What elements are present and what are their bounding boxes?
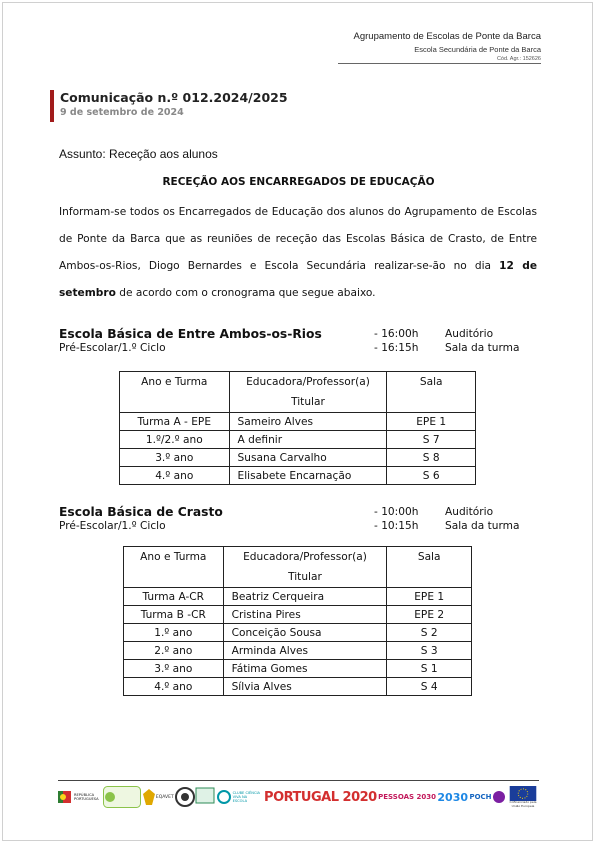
class-cell: Turma A-CR — [124, 588, 224, 606]
schedule-time: - 16:15h — [374, 342, 419, 354]
schedule-table — [123, 546, 472, 696]
room-cell: EPE 1 — [387, 588, 472, 606]
teacher-cell: Susana Carvalho — [229, 449, 387, 467]
class-cell: Turma A - EPE — [120, 413, 230, 431]
header-divider — [338, 63, 541, 64]
communication-date: 9 de setembro de 2024 — [60, 107, 184, 118]
subject-line: Assunto: Receção aos alunos — [59, 147, 218, 161]
communication-block — [50, 90, 288, 122]
portugal-2020-logo: PORTUGAL 2020 — [264, 789, 377, 805]
schedule-place: Auditório — [445, 506, 494, 518]
column-header: Ano e Turma — [124, 547, 224, 588]
eu-flag-logo: Cofinanciado pela União Europeia — [507, 786, 539, 808]
table-row — [124, 588, 472, 606]
teacher-cell: Sílvia Alves — [223, 678, 387, 696]
room-cell: S 8 — [387, 449, 476, 467]
table-row — [124, 678, 472, 696]
class-cell: 2.º ano — [124, 642, 224, 660]
room-cell: EPE 2 — [387, 606, 472, 624]
pessoas-2030-logo: PESSOAS 2030 — [378, 793, 436, 801]
table-row — [124, 606, 472, 624]
footer-divider — [58, 780, 539, 781]
body-text-after: de acordo com o cronograma que segue abaixo. — [115, 287, 376, 299]
teacher-cell: Sameiro Alves — [229, 413, 387, 431]
room-cell: S 3 — [387, 642, 472, 660]
room-cell: EPE 1 — [387, 413, 476, 431]
column-header: Educadora/Professor(a) Titular — [223, 547, 387, 588]
escola-saudavel-logo — [103, 786, 141, 808]
teacher-cell: Elisabete Encarnação — [229, 467, 387, 485]
school-level: Pré-Escolar/1.º Ciclo — [59, 520, 166, 532]
schedule-place: Sala da turma — [445, 342, 520, 354]
class-cell: Turma B -CR — [124, 606, 224, 624]
org-code: Cód. Agr.: 152626 — [496, 56, 541, 62]
teacher-cell: Fátima Gomes — [223, 660, 387, 678]
column-header: Ano e Turma — [120, 372, 230, 413]
room-cell: S 2 — [387, 624, 472, 642]
poch-logo: POCH — [469, 786, 505, 808]
table-header-row — [124, 547, 472, 588]
table-row — [124, 642, 472, 660]
communication-title: Comunicação n.º 012.2024/2025 — [60, 90, 288, 105]
table-row — [124, 624, 472, 642]
eqavet-logo: EQAVET — [143, 786, 174, 808]
letterhead — [354, 31, 541, 62]
teacher-cell: Conceição Sousa — [223, 624, 387, 642]
section-heading: RECEÇÃO AOS ENCARREGADOS DE EDUCAÇÃO — [162, 176, 435, 188]
school-title: Escola Básica de Crasto — [59, 505, 223, 519]
schedule-place: Sala da turma — [445, 520, 520, 532]
body-text-before: Informam-se todos os Encarregados de Educação dos alunos do Agrupamento de Escolas de Ponte da Barca que as reuniões de receção das Escolas Básica de Crasto, de Entre Ambos-os-Rios, Diogo Bernardes e Escola Secundária realizar-se-ão no dia — [59, 206, 537, 272]
schedule-place: Auditório — [445, 328, 494, 340]
republica-portuguesa-logo: REPÚBLICA PORTUGUESA — [58, 786, 102, 808]
class-cell: 3.º ano — [124, 660, 224, 678]
class-cell: 4.º ano — [124, 678, 224, 696]
body-bold-date: 12 de setembro — [59, 260, 537, 299]
class-cell: 1.º ano — [124, 624, 224, 642]
teacher-cell: Beatriz Cerqueira — [223, 588, 387, 606]
portugal-2030-logo: 2030 — [437, 790, 469, 804]
teacher-cell: Arminda Alves — [223, 642, 387, 660]
table-row — [120, 449, 476, 467]
class-cell: 4.º ano — [120, 467, 230, 485]
schedule-time: - 10:15h — [374, 520, 419, 532]
room-cell: S 6 — [387, 467, 476, 485]
footer-logos — [58, 784, 539, 810]
table-row — [120, 467, 476, 485]
schedule-time: - 16:00h — [374, 328, 419, 340]
school-level: Pré-Escolar/1.º Ciclo — [59, 342, 166, 354]
class-cell: 3.º ano — [120, 449, 230, 467]
body-paragraph — [59, 199, 537, 307]
teacher-cell: A definir — [229, 431, 387, 449]
table-row — [124, 660, 472, 678]
schedule-table — [119, 371, 476, 485]
eco-escolas-logo — [175, 786, 215, 808]
column-header: Sala — [387, 372, 476, 413]
room-cell: S 1 — [387, 660, 472, 678]
ciencia-viva-logo: CLUBE CIÊNCIA VIVA NA ESCOLA — [217, 786, 263, 808]
school-title: Escola Básica de Entre Ambos-os-Rios — [59, 327, 322, 341]
room-cell: S 4 — [387, 678, 472, 696]
school-name: Escola Secundária de Ponte da Barca — [414, 45, 541, 54]
table-row — [120, 413, 476, 431]
org-name: Agrupamento de Escolas de Ponte da Barca — [353, 31, 541, 42]
column-header: Educadora/Professor(a) Titular — [229, 372, 387, 413]
column-header: Sala — [387, 547, 472, 588]
teacher-cell: Cristina Pires — [223, 606, 387, 624]
table-row — [120, 431, 476, 449]
table-header-row — [120, 372, 476, 413]
class-cell: 1.º/2.º ano — [120, 431, 230, 449]
schedule-time: - 10:00h — [374, 506, 419, 518]
room-cell: S 7 — [387, 431, 476, 449]
